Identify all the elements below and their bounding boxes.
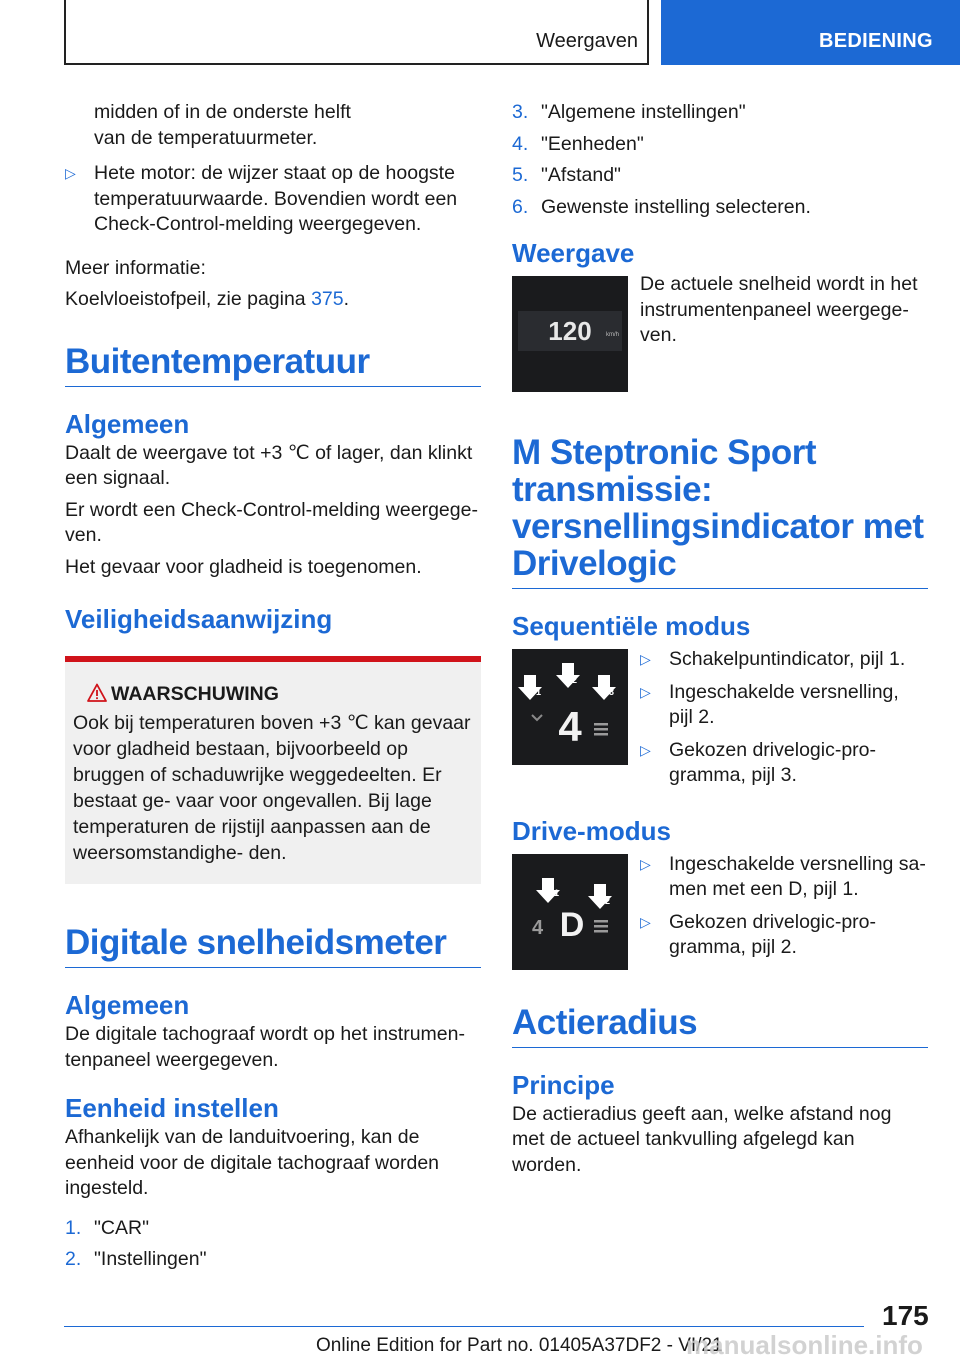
list-item: ▷ Gekozen drivelogic-pro‐ gramma, pijl 3. bbox=[640, 738, 877, 786]
svg-text:3: 3 bbox=[609, 687, 615, 697]
footer-divider bbox=[64, 1326, 864, 1327]
sequential-mode-image bbox=[512, 649, 628, 765]
warning-triangle-icon bbox=[87, 683, 107, 703]
paragraph: De digitale tachograaf wordt op het instrumen‐ tenpaneel weergegeven. bbox=[65, 1023, 465, 1071]
heading-outside-temperature: Buitentemperatuur bbox=[65, 343, 481, 387]
list-item: 2. "Instellingen" bbox=[65, 1248, 207, 1270]
header-section-title: Weergaven bbox=[536, 30, 638, 52]
svg-text:1: 1 bbox=[554, 887, 560, 898]
speed-unit-text: km/h bbox=[606, 332, 620, 338]
coolant-reference: Koelvloeistofpeil, zie pagina 375. bbox=[65, 288, 350, 310]
list-item: 6. Gewenste instelling selecteren. bbox=[512, 195, 811, 218]
gear-indicator: D bbox=[559, 905, 585, 944]
list-item: 5. "Afstand" bbox=[512, 164, 621, 186]
list-item: 3. "Algemene instellingen" bbox=[512, 101, 746, 123]
header-tab-label: BEDIENING bbox=[819, 30, 933, 52]
more-info-label: Meer informatie: bbox=[65, 256, 206, 279]
drive-mode-image bbox=[512, 854, 628, 970]
warning-box bbox=[65, 656, 481, 884]
bullet-triangle-icon: ▷ bbox=[640, 913, 651, 930]
bullet-triangle-icon: ▷ bbox=[640, 651, 651, 667]
heading-steptronic: M Steptronic Sport transmissie: versnellingsindicator met Drivelogic bbox=[512, 434, 928, 589]
list-item: ▷ Schakelpuntindicator, pijl 1. bbox=[640, 647, 928, 673]
paragraph: Daalt de weergave tot +3 ℃ of lager, dan klinkt een signaal. bbox=[65, 441, 473, 489]
heading-set-unit: Eenheid instellen bbox=[65, 1093, 279, 1123]
display-text: De actuele snelheid wordt in het instrumentenpaneel weergege‐ ven. bbox=[640, 273, 918, 346]
heading-principle: Principe bbox=[512, 1069, 615, 1100]
bullet-triangle-icon: ▷ bbox=[65, 165, 76, 181]
bullet-triangle-icon: ▷ bbox=[640, 741, 651, 758]
bullet-triangle-icon: ▷ bbox=[640, 855, 651, 872]
heading-display: Weergave bbox=[512, 238, 635, 268]
heading-safety: Veiligheidsaanwijzing bbox=[65, 604, 333, 634]
continued-text: midden of in de onderste helft van de temperatuurmeter. bbox=[94, 101, 351, 149]
page-number: 175 bbox=[882, 1300, 929, 1331]
paragraph: Afhankelijk van de landuitvoering, kan de eenheid voor de digitale tachograaf worden ingesteld. bbox=[65, 1126, 440, 1199]
speed-value-text: 120 bbox=[548, 316, 592, 346]
paragraph: Het gevaar voor gladheid is toegenomen. bbox=[65, 555, 422, 578]
watermark: manualsonline.info bbox=[686, 1330, 923, 1360]
svg-text:2: 2 bbox=[605, 895, 611, 906]
svg-text:4: 4 bbox=[532, 916, 544, 939]
heading-range: Actieradius bbox=[512, 1004, 928, 1048]
list-item: ▷ Ingeschakelde versnelling, pijl 2. bbox=[640, 680, 899, 728]
heading-digital-speedometer: Digitale snelheidsmeter bbox=[65, 924, 481, 968]
warning-title: WAARSCHUWING bbox=[73, 682, 473, 706]
list-item: ▷ Ingeschakelde versnelling sa‐ men met een D, pijl 1. bbox=[640, 852, 926, 900]
heading-drive-mode: Drive-modus bbox=[512, 815, 671, 846]
left-column bbox=[65, 100, 481, 1279]
right-column bbox=[512, 100, 928, 1184]
drivelogic-icon bbox=[594, 723, 608, 736]
heading-sequential-mode: Sequentiële modus bbox=[512, 611, 751, 641]
list-item: ▷ Gekozen drivelogic-pro‐ gramma, pijl 2. bbox=[640, 910, 877, 958]
svg-text:2: 2 bbox=[572, 675, 578, 685]
heading-general: Algemeen bbox=[65, 990, 190, 1020]
list-item: ▷ Hete motor: de wijzer staat op de hoogste temperatuurwaarde. Bovendien wordt een Check-Control-melding weergegeven. bbox=[65, 162, 458, 235]
drivelogic-icon bbox=[594, 920, 608, 933]
edition-text: Online Edition for Part no. 01405A37DF2 - VI/21 bbox=[316, 1335, 723, 1356]
warning-text: Ook bij temperaturen boven +3 ℃ kan gevaar voor gladheid bestaan, bijvoorbeeld op bruggen of schaduwrijke weggedeelten. Er bestaat ge‐ vaar voor ongevallen. Bij lage temperaturen de rijstijl aanpassen aan de weersomstandighe‐ den. bbox=[73, 712, 471, 864]
page-link-375[interactable]: 375 bbox=[311, 288, 344, 310]
speed-display-image bbox=[512, 276, 628, 392]
paragraph: De actieradius geeft aan, welke afstand nog met de actueel tankvulling afgelegd kan worden. bbox=[512, 1102, 892, 1176]
header-tab[interactable] bbox=[661, 0, 960, 65]
paragraph: Er wordt een Check-Control-melding weergege‐ ven. bbox=[65, 498, 478, 546]
gear-indicator: 4 bbox=[558, 703, 582, 750]
list-item: 4. "Eenheden" bbox=[512, 132, 644, 155]
list-item: 1. "CAR" bbox=[65, 1216, 150, 1239]
heading-general: Algemeen bbox=[65, 408, 190, 439]
svg-text:1: 1 bbox=[536, 687, 542, 697]
bullet-triangle-icon: ▷ bbox=[640, 683, 651, 700]
